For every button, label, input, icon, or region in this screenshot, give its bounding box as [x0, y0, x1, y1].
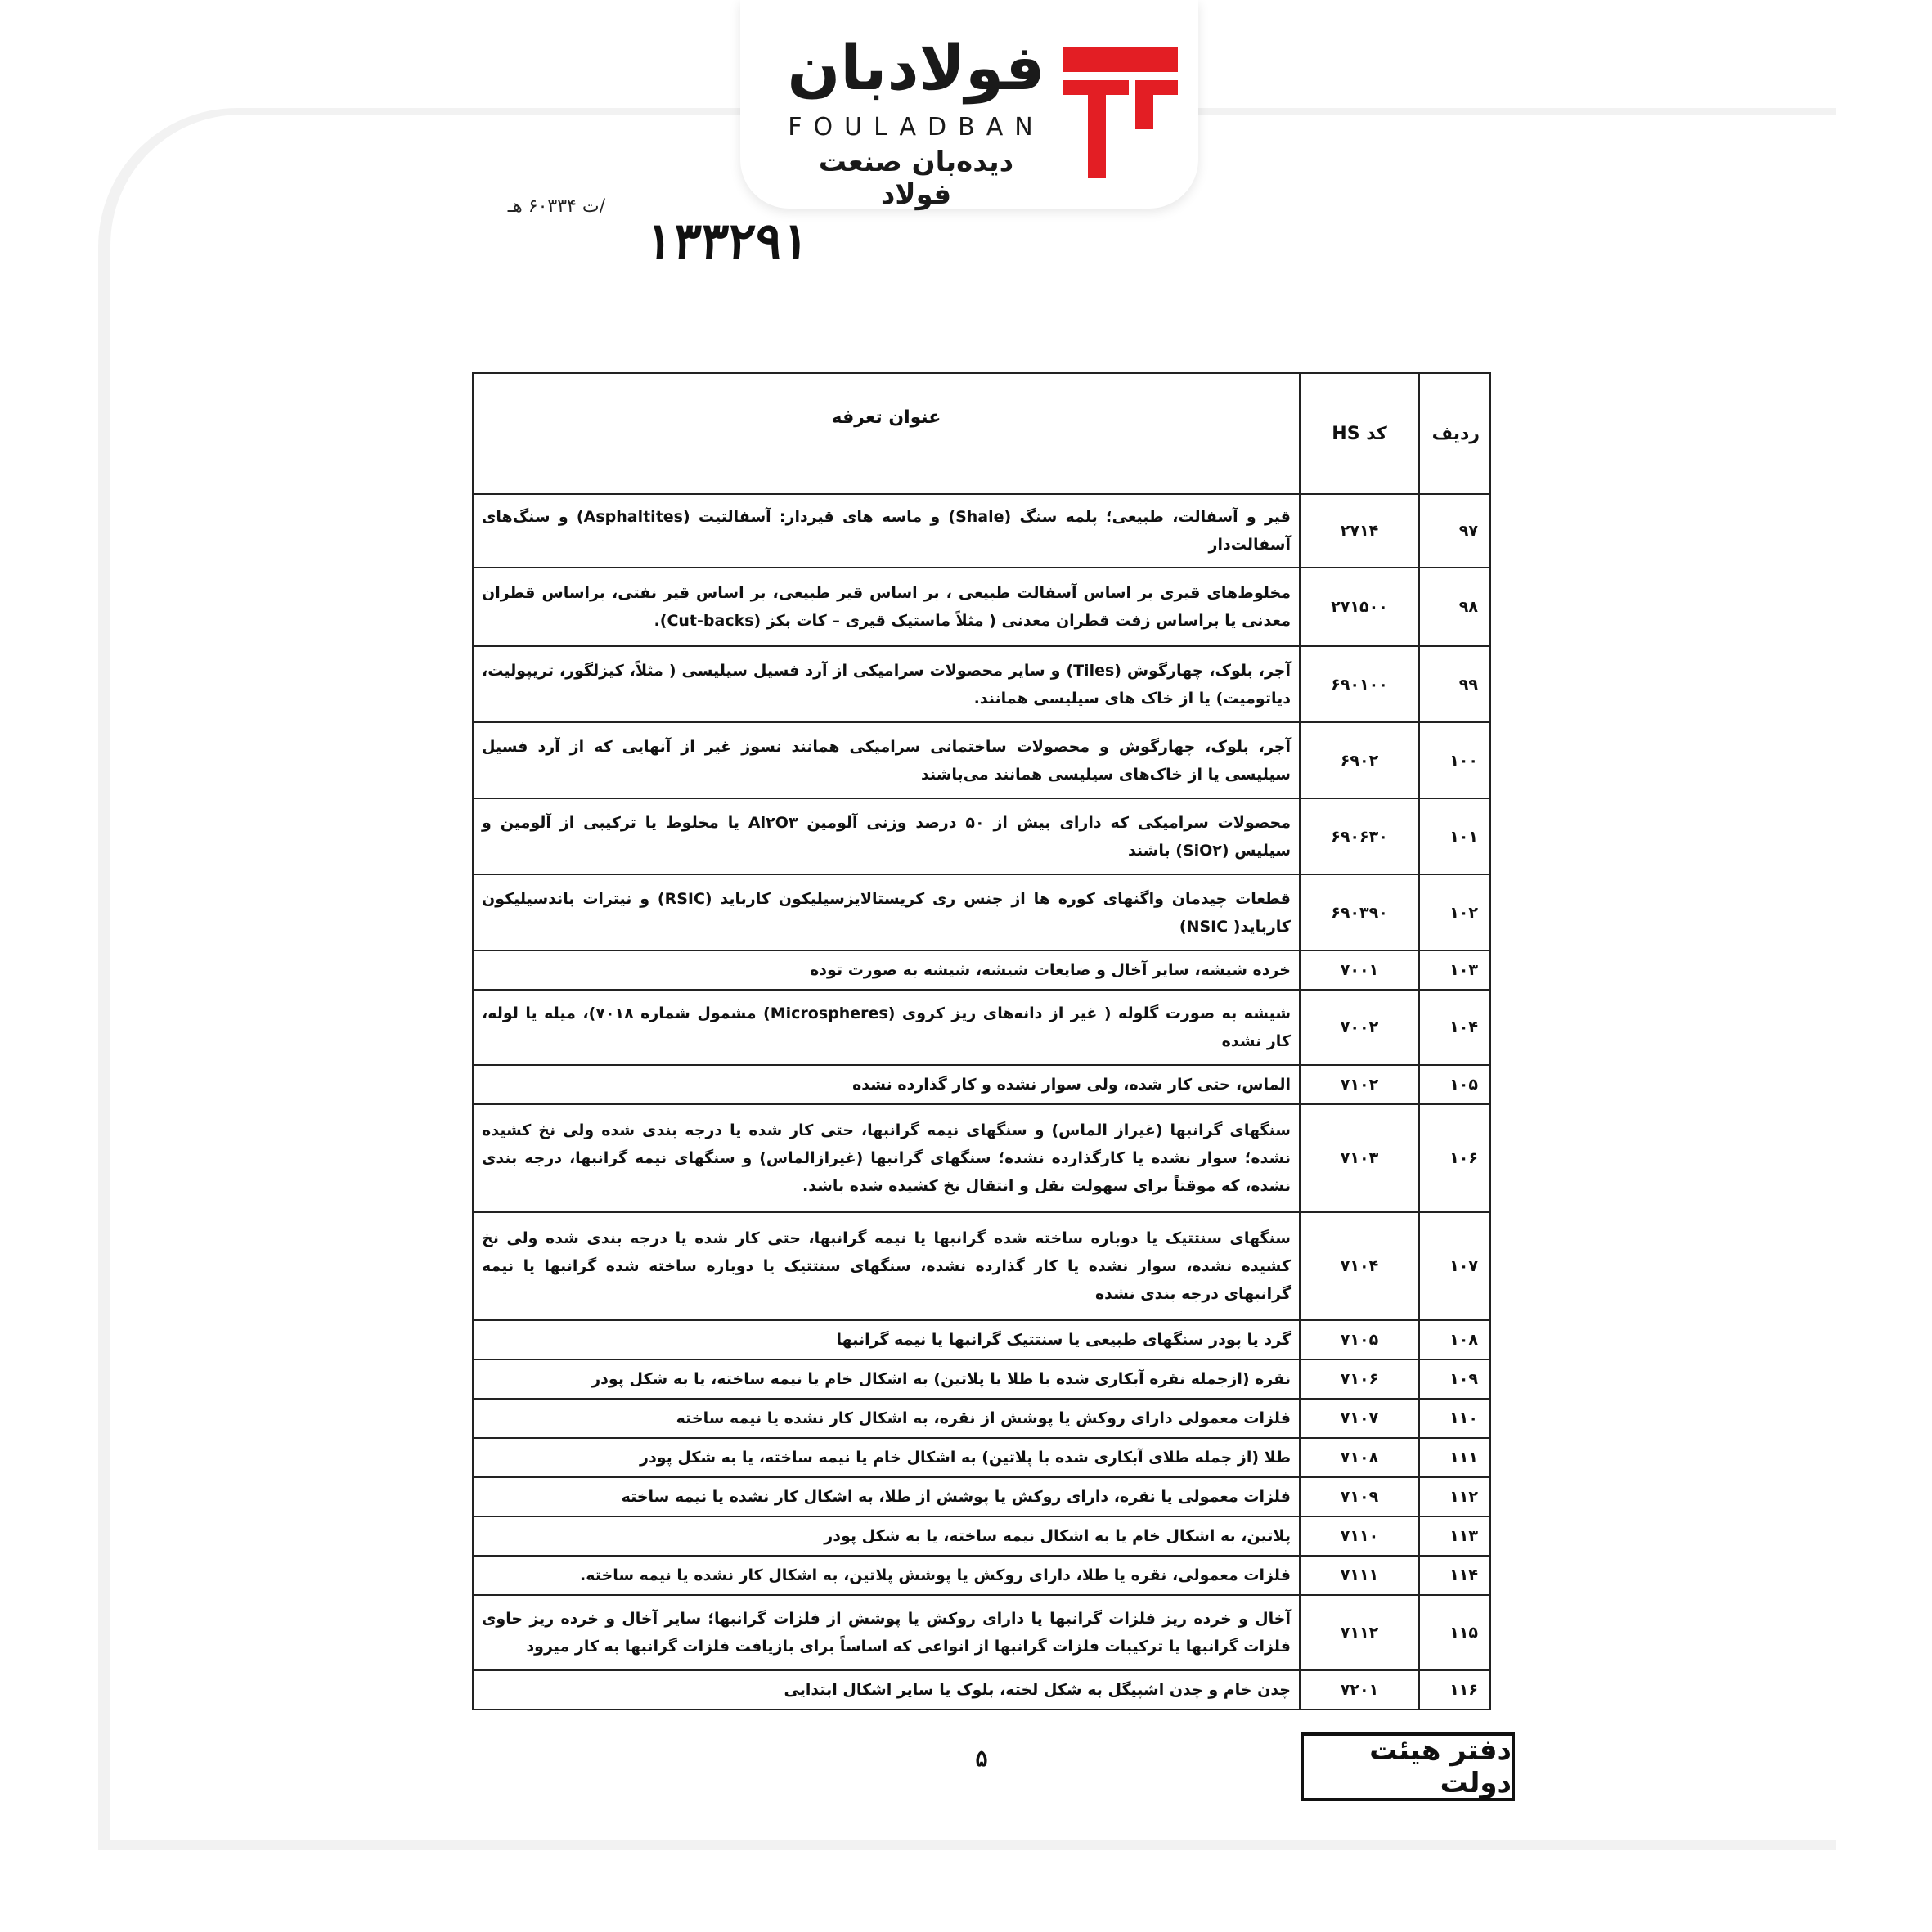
brand-name-fa: فولادبان — [787, 31, 1045, 104]
table-body — [473, 494, 1490, 1710]
row-tariff-title: چدن خام و چدن اشپیگل به شکل لخته، بلوک یا سایر اشکال ابتدایی — [473, 1670, 1300, 1710]
row-hs-code: ۷۱۱۱ — [1300, 1556, 1419, 1595]
table-row — [473, 1516, 1490, 1556]
row-hs-code: ۷۱۰۷ — [1300, 1399, 1419, 1438]
row-radif: ۱۱۵ — [1419, 1595, 1490, 1670]
row-tariff-title: نقره (ازجمله نقره آبکاری شده با طلا یا پلاتین) به اشکال خام یا نیمه ساخته، یا به شکل پودر — [473, 1359, 1300, 1399]
row-tariff-title: آخال و خرده ریز فلزات گرانبها یا دارای روکش یا پوشش از فلزات گرانبها؛ سایر آخال و خرده ریز حاوی فلزات گرانبها یا ترکیبات فلزات گرانبها از انواعی که اساساً برای بازیافت فلزات گرانبها به کار میرود — [473, 1595, 1300, 1670]
row-tariff-title: فلزات معمولی، نقره یا طلا، دارای روکش یا پوشش پلاتین، به اشکال کار نشده یا نیمه ساخته. — [473, 1556, 1300, 1595]
row-tariff-title: قطعات چیدمان واگنهای کوره ها از جنس ری کریستالایزسیلیکون کارباید (RSIC) و نیترات باندسیلیکون کارباید( NSIC) — [473, 874, 1300, 950]
header-tariff-title-text: عنوان تعرفه — [831, 407, 941, 428]
row-hs-code: ۷۱۰۲ — [1300, 1065, 1419, 1104]
table-row — [473, 568, 1490, 646]
brand-name-en: FOULADBAN — [788, 113, 1045, 142]
row-hs-code: ۷۰۰۱ — [1300, 950, 1419, 990]
row-radif: ۱۰۶ — [1419, 1104, 1490, 1212]
table-header-row — [473, 373, 1490, 494]
brand-logo-card — [740, 0, 1198, 209]
reference-number: /ت ۶۰۳۳۴ هـ — [507, 196, 605, 217]
row-hs-code: ۶۹۰۱۰۰ — [1300, 646, 1419, 722]
handwritten-number: ۱۳۳۲۹۱ — [643, 211, 813, 271]
table-row — [473, 1556, 1490, 1595]
row-radif: ۱۰۱ — [1419, 798, 1490, 874]
table-row — [473, 1477, 1490, 1516]
row-radif: ۱۱۱ — [1419, 1438, 1490, 1477]
table-row — [473, 1670, 1490, 1710]
fouladban-logo-icon — [1063, 47, 1178, 178]
row-tariff-title: پلاتین، به اشکال خام یا به اشکال نیمه ساخته، یا به شکل پودر — [473, 1516, 1300, 1556]
table-row — [473, 1399, 1490, 1438]
table-row — [473, 494, 1490, 568]
row-radif: ۱۱۴ — [1419, 1556, 1490, 1595]
table-row — [473, 1438, 1490, 1477]
row-hs-code: ۷۱۰۵ — [1300, 1320, 1419, 1359]
row-radif: ۱۰۷ — [1419, 1212, 1490, 1320]
row-hs-code: ۶۹۰۳۹۰ — [1300, 874, 1419, 950]
table-row — [473, 1212, 1490, 1320]
tariff-table — [472, 372, 1491, 1710]
row-tariff-title: طلا (از جمله طلای آبکاری شده با پلاتین) به اشکال خام یا نیمه ساخته، یا به شکل پودر — [473, 1438, 1300, 1477]
row-tariff-title: آجر، بلوک، چهارگوش (Tiles) و سایر محصولات سرامیکی از آرد فسیل سیلیسی ( مثلاً، کیزلگور، تریپولیت، دیاتومیت) یا از خاک های سیلیسی همانند. — [473, 646, 1300, 722]
page-number: ۵ — [975, 1745, 988, 1772]
header-tariff-title — [473, 373, 1300, 494]
table-row — [473, 950, 1490, 990]
row-radif: ۱۱۳ — [1419, 1516, 1490, 1556]
row-tariff-title: مخلوط‌های قیری بر اساس آسفالت طبیعی ، بر اساس قیر طبیعی، بر اساس قیر نفتی، براساس قطران معدنی یا براساس زفت قطران معدنی ( مثلاً ماستیک قیری – کات بکز (Cut-backs). — [473, 568, 1300, 646]
row-tariff-title: سنگهای سنتتیک یا دوباره ساخته شده گرانبها یا نیمه گرانبها، حتی کار شده یا درجه بندی شده ولی نخ کشیده نشده، سوار نشده یا کار گذارده نشده، سنگهای سنتتیک یا دوباره ساخته شده گرانبها یا نیمه گرانبهای درجه بندی نشده — [473, 1212, 1300, 1320]
table-row — [473, 1359, 1490, 1399]
row-radif: ۹۹ — [1419, 646, 1490, 722]
row-hs-code: ۷۱۱۰ — [1300, 1516, 1419, 1556]
row-tariff-title: آجر، بلوک، چهارگوش و محصولات ساختمانی سرامیکی همانند نسوز غیر از آنهایی که از آرد فسیل سیلیسی یا از خاک‌های سیلیسی همانند می‌باشند — [473, 722, 1300, 798]
table-row — [473, 1065, 1490, 1104]
row-hs-code: ۷۲۰۱ — [1300, 1670, 1419, 1710]
row-radif: ۱۱۲ — [1419, 1477, 1490, 1516]
row-tariff-title: محصولات سرامیکی که دارای بیش از ۵۰ درصد وزنی آلومین Al۲O۳ یا مخلوط یا ترکیبی از آلومین و سیلیس (SiO۲) باشند — [473, 798, 1300, 874]
row-radif: ۱۰۸ — [1419, 1320, 1490, 1359]
row-radif: ۱۱۶ — [1419, 1670, 1490, 1710]
row-radif: ۱۰۴ — [1419, 990, 1490, 1065]
row-hs-code: ۷۱۰۳ — [1300, 1104, 1419, 1212]
row-tariff-title: فلزات معمولی یا نقره، دارای روکش یا پوشش از طلا، به اشکال کار نشده یا نیمه ساخته — [473, 1477, 1300, 1516]
row-tariff-title: فلزات معمولی دارای روکش یا پوشش از نقره، به اشکال کار نشده یا نیمه ساخته — [473, 1399, 1300, 1438]
brand-tagline: دیده‌بان صنعت فولاد — [818, 146, 1014, 211]
row-hs-code: ۷۰۰۲ — [1300, 990, 1419, 1065]
row-tariff-title: سنگهای گرانبها (غیراز الماس) و سنگهای نیمه گرانبها، حتی کار شده یا درجه بندی شده ولی نخ کشیده نشده؛ سوار نشده یا کارگذارده نشده؛ سنگهای گرانبها (غیرازالماس) و سنگهای نیمه گرانبها، درجه بندی نشده، که موقتاً برای سهولت نقل و انتقال نخ کشیده شده باشد. — [473, 1104, 1300, 1212]
row-tariff-title: شیشه به صورت گلوله ( غیر از دانه‌های ریز کروی (Microspheres) مشمول شماره ۷۰۱۸)، میله یا لوله، کار نشده — [473, 990, 1300, 1065]
row-hs-code: ۷۱۰۸ — [1300, 1438, 1419, 1477]
row-radif: ۱۰۹ — [1419, 1359, 1490, 1399]
row-tariff-title: قیر و آسفالت، طبیعی؛ پلمه سنگ (Shale) و ماسه های قیردار: آسفالتیت (Asphaltites) و سنگ‌های آسفالت‌دار — [473, 494, 1300, 568]
table-row — [473, 646, 1490, 722]
row-tariff-title: خرده شیشه، سایر آخال و ضایعات شیشه، شیشه به صورت توده — [473, 950, 1300, 990]
row-hs-code: ۲۷۱۵۰۰ — [1300, 568, 1419, 646]
header-hs-code: کد HS — [1300, 373, 1419, 494]
table-row — [473, 1595, 1490, 1670]
row-radif: ۱۰۳ — [1419, 950, 1490, 990]
row-hs-code: ۶۹۰۶۳۰ — [1300, 798, 1419, 874]
row-radif: ۹۷ — [1419, 494, 1490, 568]
row-radif: ۱۰۵ — [1419, 1065, 1490, 1104]
row-tariff-title: الماس، حتی کار شده، ولی سوار نشده و کار گذارده نشده — [473, 1065, 1300, 1104]
table-row — [473, 1104, 1490, 1212]
row-hs-code: ۶۹۰۲ — [1300, 722, 1419, 798]
table-row — [473, 722, 1490, 798]
row-hs-code: ۷۱۱۲ — [1300, 1595, 1419, 1670]
row-radif: ۱۰۰ — [1419, 722, 1490, 798]
row-hs-code: ۲۷۱۴ — [1300, 494, 1419, 568]
row-radif: ۱۰۲ — [1419, 874, 1490, 950]
row-hs-code: ۷۱۰۹ — [1300, 1477, 1419, 1516]
row-hs-code: ۷۱۰۶ — [1300, 1359, 1419, 1399]
table-row — [473, 798, 1490, 874]
table-row — [473, 874, 1490, 950]
row-hs-code: ۷۱۰۴ — [1300, 1212, 1419, 1320]
table-row — [473, 990, 1490, 1065]
header-radif: ردیف — [1419, 373, 1490, 494]
table-row — [473, 1320, 1490, 1359]
row-tariff-title: گرد یا پودر سنگهای طبیعی یا سنتتیک گرانبها یا نیمه گرانبها — [473, 1320, 1300, 1359]
row-radif: ۱۱۰ — [1419, 1399, 1490, 1438]
office-stamp: دفتر هیئت دولت — [1301, 1732, 1515, 1801]
row-radif: ۹۸ — [1419, 568, 1490, 646]
